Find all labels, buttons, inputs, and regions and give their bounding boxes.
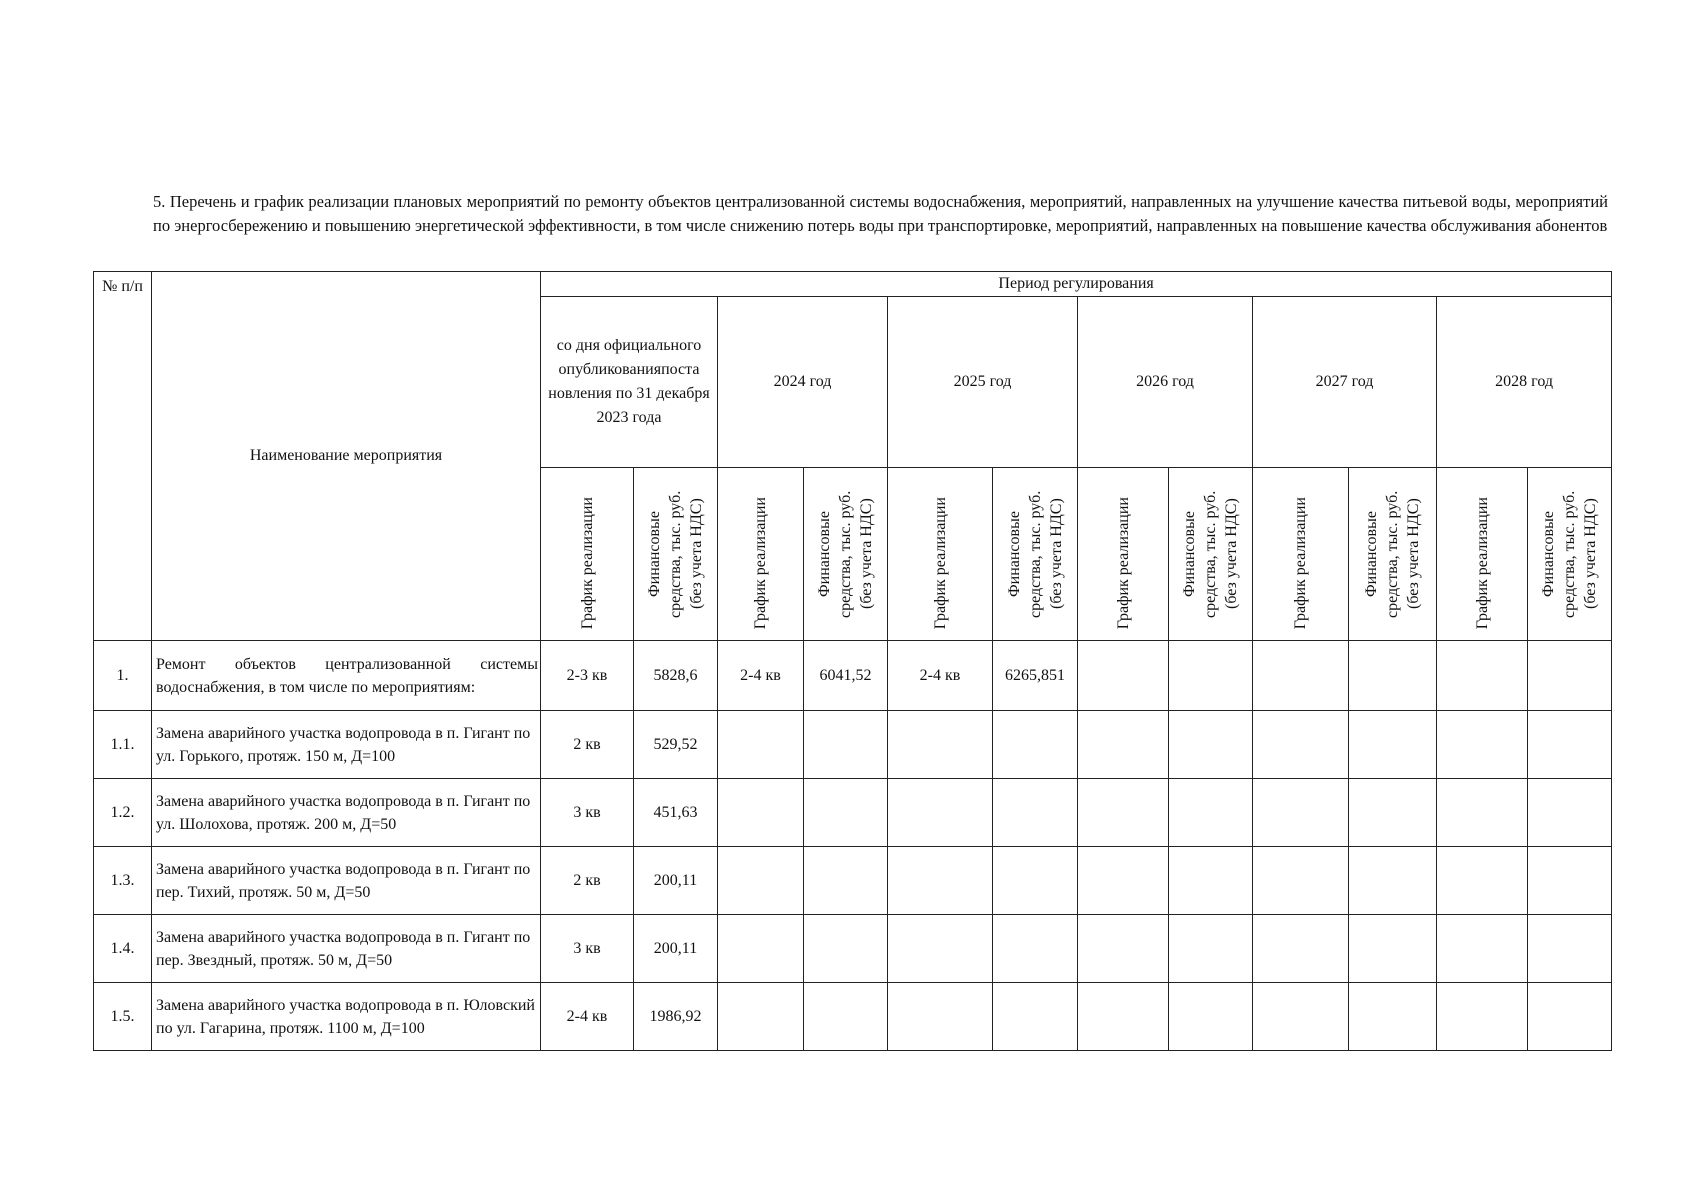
row-number: 1.1. <box>94 711 152 779</box>
table-cell <box>888 847 993 915</box>
table-cell: 200,11 <box>634 915 718 983</box>
period-header: Период регулирования <box>541 272 1612 297</box>
table-cell: 451,63 <box>634 779 718 847</box>
table-cell: 2-4 кв <box>888 641 993 711</box>
table-cell <box>993 711 1078 779</box>
table-cell <box>1437 711 1528 779</box>
table-cell <box>1078 711 1169 779</box>
table-cell <box>888 915 993 983</box>
table-cell <box>1528 983 1612 1051</box>
table-cell <box>1078 915 1169 983</box>
subheader-finance: Финансовые средства, тыс. руб. (без учета НДС) <box>804 468 888 641</box>
table-cell <box>1078 847 1169 915</box>
table-row <box>94 779 1612 847</box>
period-2024: 2024 год <box>718 297 888 468</box>
row-name: Замена аварийного участка водопровода в п. Гигант по пер. Тихий, протяж. 50 м, Д=50 <box>152 847 541 915</box>
subheader-schedule: График реализации <box>541 468 634 641</box>
table-cell <box>1528 641 1612 711</box>
table-cell <box>1437 915 1528 983</box>
subheader-schedule: График реализации <box>888 468 993 641</box>
row-name: Замена аварийного участка водопровода в п. Гигант по пер. Звездный, протяж. 50 м, Д=50 <box>152 915 541 983</box>
table-cell: 2-4 кв <box>541 983 634 1051</box>
table-cell <box>888 983 993 1051</box>
section-heading: 5. Перечень и график реализации плановых мероприятий по ремонту объектов централизованной системы водоснабжения, мероприятий, направленных на улучшение качества питьевой воды, мероприятий по энергосбережению и повышению энергетической эффективности, в том числе снижению потерь воды при транспортировке, мероприятий, направленных на повышение качества обслуживания абонентов <box>153 192 1608 235</box>
table-cell <box>1253 711 1349 779</box>
table-cell: 200,11 <box>634 847 718 915</box>
table-cell <box>804 711 888 779</box>
table-row <box>94 711 1612 779</box>
table-cell: 2-4 кв <box>718 641 804 711</box>
table-cell <box>1437 983 1528 1051</box>
table-cell <box>1078 983 1169 1051</box>
table-cell <box>1078 779 1169 847</box>
table-cell <box>1169 983 1253 1051</box>
row-number: 1.5. <box>94 983 152 1051</box>
table-cell: 2 кв <box>541 711 634 779</box>
row-name: Замена аварийного участка водопровода в п. Гигант по ул. Шолохова, протяж. 200 м, Д=50 <box>152 779 541 847</box>
table-cell <box>1253 847 1349 915</box>
subheader-schedule: График реализации <box>1437 468 1528 641</box>
period-2025: 2025 год <box>888 297 1078 468</box>
table-cell <box>1349 711 1437 779</box>
table-row <box>94 983 1612 1051</box>
row-name: Замена аварийного участка водопровода в п. Гигант по ул. Горького, протяж. 150 м, Д=100 <box>152 711 541 779</box>
row-number: 1.3. <box>94 847 152 915</box>
table-cell <box>1169 641 1253 711</box>
table-cell <box>1349 641 1437 711</box>
table-cell <box>1349 779 1437 847</box>
period-2023: со дня официального опубликованияпоста новления по 31 декабря 2023 года <box>541 297 718 468</box>
table-cell <box>718 711 804 779</box>
subheader-schedule: График реализации <box>1253 468 1349 641</box>
table-cell <box>718 983 804 1051</box>
period-2026: 2026 год <box>1078 297 1253 468</box>
table-cell <box>804 915 888 983</box>
table-cell <box>1349 847 1437 915</box>
table-row <box>94 847 1612 915</box>
table-cell <box>1078 641 1169 711</box>
table-cell: 529,52 <box>634 711 718 779</box>
table-cell <box>888 779 993 847</box>
subheader-schedule: График реализации <box>718 468 804 641</box>
table-cell <box>1437 641 1528 711</box>
table-cell: 6265,851 <box>993 641 1078 711</box>
table-cell <box>993 915 1078 983</box>
table-cell: 1986,92 <box>634 983 718 1051</box>
table-cell <box>1169 711 1253 779</box>
subheader-finance: Финансовые средства, тыс. руб. (без учета НДС) <box>1169 468 1253 641</box>
subheader-schedule: График реализации <box>1078 468 1169 641</box>
table-cell <box>718 779 804 847</box>
table-cell: 3 кв <box>541 779 634 847</box>
period-2027: 2027 год <box>1253 297 1437 468</box>
row-number: 1. <box>94 641 152 711</box>
subheader-finance: Финансовые средства, тыс. руб. (без учета НДС) <box>1528 468 1612 641</box>
subheader-finance: Финансовые средства, тыс. руб. (без учета НДС) <box>634 468 718 641</box>
table-cell <box>718 915 804 983</box>
table-cell: 2 кв <box>541 847 634 915</box>
table-cell <box>1437 779 1528 847</box>
subheader-finance: Финансовые средства, тыс. руб. (без учета НДС) <box>993 468 1078 641</box>
table-cell <box>1169 847 1253 915</box>
table-cell <box>888 711 993 779</box>
row-name: Ремонт объектов централизованной системы водоснабжения, в том числе по мероприятиям: <box>152 641 541 711</box>
table-cell <box>1349 983 1437 1051</box>
table-cell <box>804 983 888 1051</box>
table-cell <box>1253 779 1349 847</box>
period-2028: 2028 год <box>1437 297 1612 468</box>
table-cell <box>1253 641 1349 711</box>
table-cell <box>804 847 888 915</box>
column-header-name: Наименование мероприятия <box>152 272 541 641</box>
table-row-group <box>94 641 1612 711</box>
table-cell: 3 кв <box>541 915 634 983</box>
table-cell <box>1253 915 1349 983</box>
table-cell <box>1528 779 1612 847</box>
row-number: 1.2. <box>94 779 152 847</box>
table-row <box>94 915 1612 983</box>
column-header-number: № п/п <box>94 272 152 641</box>
table-cell <box>1528 711 1612 779</box>
measures-table <box>93 271 1612 1051</box>
row-name: Замена аварийного участка водопровода в п. Юловский по ул. Гагарина, протяж. 1100 м, Д=100 <box>152 983 541 1051</box>
table-cell <box>718 847 804 915</box>
table-cell: 2-3 кв <box>541 641 634 711</box>
table-cell <box>1169 915 1253 983</box>
table-cell <box>993 779 1078 847</box>
table-cell <box>804 779 888 847</box>
table-cell: 6041,52 <box>804 641 888 711</box>
table-cell <box>1528 847 1612 915</box>
table-cell <box>1349 915 1437 983</box>
row-number: 1.4. <box>94 915 152 983</box>
table-cell <box>1169 779 1253 847</box>
subheader-finance: Финансовые средства, тыс. руб. (без учета НДС) <box>1349 468 1437 641</box>
table-cell <box>993 847 1078 915</box>
table-cell <box>1528 915 1612 983</box>
table-cell: 5828,6 <box>634 641 718 711</box>
table-cell <box>1437 847 1528 915</box>
table-cell <box>993 983 1078 1051</box>
table-cell <box>1253 983 1349 1051</box>
